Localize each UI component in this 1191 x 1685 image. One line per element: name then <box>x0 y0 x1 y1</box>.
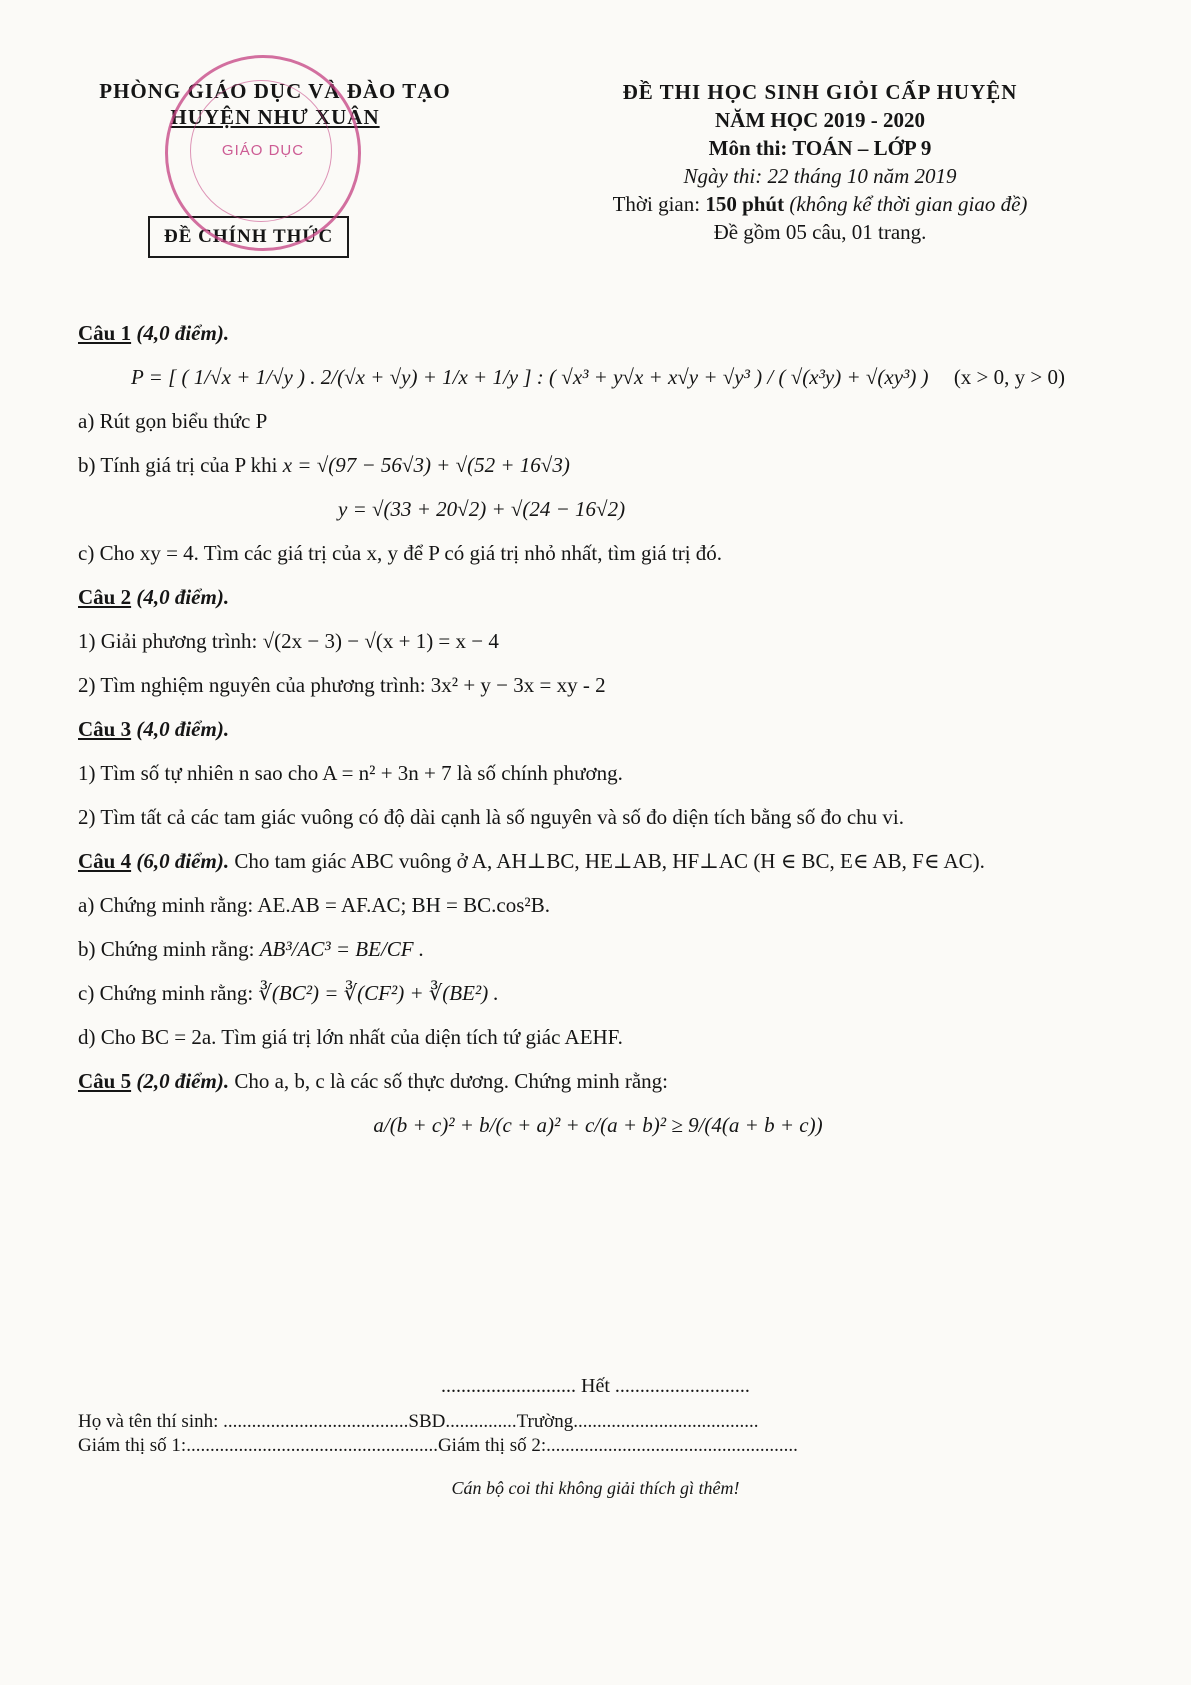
q4-part-b-prefix: b) Chứng minh rằng: <box>78 937 255 961</box>
q3-points: (4,0 điểm). <box>136 717 230 741</box>
q5-formula: a/(b + c)² + b/(c + a)² + c/(a + b)² ≥ 9/(4(a + b + c)) <box>373 1113 823 1137</box>
q3-heading <box>78 714 1118 744</box>
q4-part-c <box>78 978 1118 1008</box>
issuer-line-2: HUYỆN NHƯ XUÂN <box>170 105 380 129</box>
exam-content <box>78 318 1118 1154</box>
footer-line-1: Họ và tên thí sinh: .......................................SBD...............Trường....................................... <box>78 1411 759 1432</box>
q1-formula: P = [ ( 1/√x + 1/√y ) . 2/(√x + √y) + 1/x + 1/y ] : ( √x³ + y√x + x√y + √y³ ) / ( √(x³y) + √(xy³) ) <box>130 365 929 389</box>
q4-part-b <box>78 934 1118 964</box>
exam-date: Ngày thi: 22 tháng 10 năm 2019 <box>683 164 957 188</box>
q3-title: Câu 3 <box>78 717 132 741</box>
issuer-line-1: PHÒNG GIÁO DỤC VÀ ĐÀO TẠO <box>99 79 451 103</box>
q4-heading <box>78 846 1118 876</box>
q1-part-a: a) Rút gọn biểu thức P <box>78 409 268 433</box>
q4-points: (6,0 điểm). <box>136 849 230 873</box>
proctor-note: Cán bộ coi thi không giải thích gì thêm! <box>451 1478 740 1498</box>
footer-line-2: Giám thị số 1:.....................................................Giám thị số 2:..................................................... <box>78 1435 798 1456</box>
q5-title: Câu 5 <box>78 1069 132 1093</box>
q1-part-c: c) Cho xy = 4. Tìm các giá trị của x, y để P có giá trị nhỏ nhất, tìm giá trị đó. <box>78 541 723 565</box>
q2-part-2: 2) Tìm nghiệm nguyên của phương trình: 3x² + y − 3x = xy - 2 <box>78 673 606 697</box>
q1-part-b-prefix: b) Tính giá trị của P khi <box>78 453 278 477</box>
q3-part-1: 1) Tìm số tự nhiên n sao cho A = n² + 3n + 7 là số chính phương. <box>78 761 623 785</box>
q1-part-b-y: y = √(33 + 20√2) + √(24 − 16√2) <box>338 497 626 521</box>
exam-header <box>520 78 1120 246</box>
time-value: 150 phút <box>705 192 785 216</box>
q4-part-c-formula: ∛(BC²) = ∛(CF²) + ∛(BE²) . <box>258 981 499 1005</box>
q2-part-1: 1) Giải phương trình: √(2x − 3) − √(x + 1) = x − 4 <box>78 629 499 653</box>
q5-intro: Cho a, b, c là các số thực dương. Chứng minh rằng: <box>234 1069 669 1093</box>
q3-part-2: 2) Tìm tất cả các tam giác vuông có độ dài cạnh là số nguyên và số đo diện tích bằng số đo chu vi. <box>78 805 904 829</box>
q4-part-b-formula: AB³/AC³ = BE/CF . <box>259 937 425 961</box>
q1-points: (4,0 điểm). <box>136 321 230 345</box>
official-label: ĐỀ CHÍNH THỨC <box>148 216 349 258</box>
subject: Môn thi: TOÁN – LỚP 9 <box>708 136 932 160</box>
q2-heading <box>78 582 1118 612</box>
exam-time <box>520 190 1120 218</box>
q5-points: (2,0 điểm). <box>136 1069 230 1093</box>
q1-formula-row <box>78 362 1118 392</box>
q4-title: Câu 4 <box>78 849 132 873</box>
q1-title: Câu 1 <box>78 321 132 345</box>
q5-heading <box>78 1066 1118 1096</box>
q1-condition: (x > 0, y > 0) <box>953 365 1065 389</box>
q1-part-b-y-row <box>78 494 1118 524</box>
school-year: NĂM HỌC 2019 - 2020 <box>715 108 925 132</box>
q4-part-a: a) Chứng minh rằng: AE.AB = AF.AC; BH = BC.cos²B. <box>78 893 550 917</box>
end-marker: ........................... Hết ........................... <box>441 1375 750 1397</box>
exam-title: ĐỀ THI HỌC SINH GIỎI CẤP HUYỆN <box>622 80 1018 104</box>
candidate-footer <box>78 1410 1118 1458</box>
q4-part-d: d) Cho BC = 2a. Tìm giá trị lớn nhất của diện tích tứ giác AEHF. <box>78 1025 623 1049</box>
pages-note: Đề gồm 05 câu, 01 trang. <box>713 220 927 244</box>
stamp-text: GIÁO DỤC <box>221 142 305 159</box>
q1-heading <box>78 318 1118 348</box>
time-note: (không kể thời gian giao đề) <box>789 192 1028 216</box>
time-label: Thời gian: <box>612 192 701 216</box>
q2-points: (4,0 điểm). <box>136 585 230 609</box>
q2-title: Câu 2 <box>78 585 132 609</box>
stamp-seal <box>165 55 361 251</box>
q4-intro: Cho tam giác ABC vuông ở A, AH⊥BC, HE⊥AB, HF⊥AC (H ∈ BC, E∈ AB, F∈ AC). <box>234 849 985 873</box>
q4-part-c-prefix: c) Chứng minh rằng: <box>78 981 254 1005</box>
q1-part-b-x: x = √(97 − 56√3) + √(52 + 16√3) <box>282 453 570 477</box>
q1-part-b <box>78 450 1118 480</box>
